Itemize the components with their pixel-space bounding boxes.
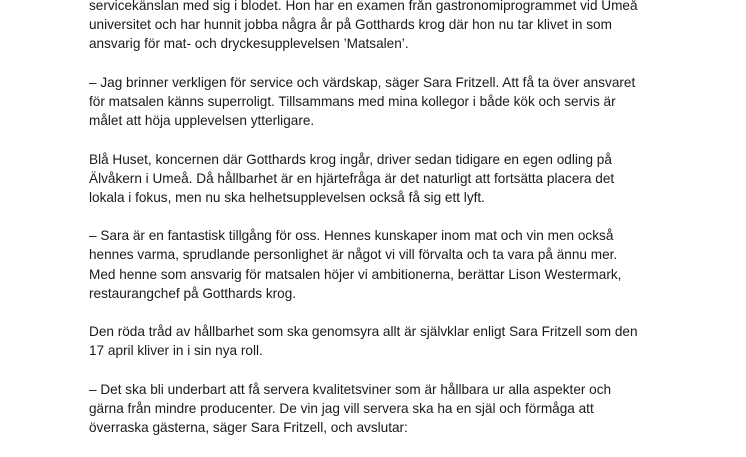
text-line: restaurangchef på Gotthards krog. — [89, 285, 297, 301]
text-line: universitet och har hunnit jobba några år på Gotthards krog där hon nu tar klivet in som — [89, 17, 612, 33]
text-line: hennes varma, sprudlande personlighet är något vi vill förvalta och ta vara på ännu mer. — [89, 247, 618, 263]
paragraph-3 — [89, 150, 689, 208]
text-line: gärna från mindre producenter. De vin jag vill servera ska ha en själ och förmåga att — [89, 400, 594, 416]
text-line: Älvåkern i Umeå. Då hållbarhet är en hjärtefråga är det naturligt att fortsätta placera det — [89, 170, 615, 186]
text-line: målet att höja upplevelsen ytterligare. — [89, 113, 315, 129]
text-line: lokala i fokus, men nu ska helhetsupplevelsen också få sig ett lyft. — [89, 189, 485, 205]
text-line: överraska gästerna, säger Sara Fritzell, och avslutar: — [89, 420, 408, 436]
text-line: Den röda tråd av hållbarhet som ska genomsyra allt är självklar enligt Sara Fritzell som den — [89, 324, 638, 340]
text-line: – Jag brinner verkligen för service och värdskap, säger Sara Fritzell. Att få ta över ansvaret — [89, 74, 636, 90]
text-line: för matsalen känns superroligt. Tillsammans med mina kollegor i både kök och servis är — [89, 93, 616, 109]
paragraph-5 — [89, 322, 689, 360]
text-line: – Sara är en fantastisk tillgång för oss. Hennes kunskaper inom mat och vin men också — [89, 228, 614, 244]
paragraph-2 — [89, 73, 689, 131]
text-line: ansvarig för mat- och dryckesupplevelsen ’Matsalen’. — [89, 36, 409, 52]
text-line: – Det ska bli underbart att få servera kvalitetsviner som är hållbara ur alla aspekter och — [89, 381, 612, 397]
text-line: Blå Huset, koncernen där Gotthards krog ingår, driver sedan tidigare en egen odling på — [89, 151, 612, 167]
paragraph-6 — [89, 380, 689, 438]
text-line: servicekänslan med sig i blodet. Hon har en examen från gastronomiprogrammet vid Umeå — [89, 0, 638, 13]
text-line: 17 april kliver in i sin nya roll. — [89, 343, 263, 359]
document-body — [89, 0, 689, 457]
text-line: Med henne som ansvarig för matsalen höjer vi ambitionerna, berättar Lison Westermark, — [89, 266, 622, 282]
paragraph-1 — [89, 0, 689, 54]
paragraph-4 — [89, 226, 689, 303]
